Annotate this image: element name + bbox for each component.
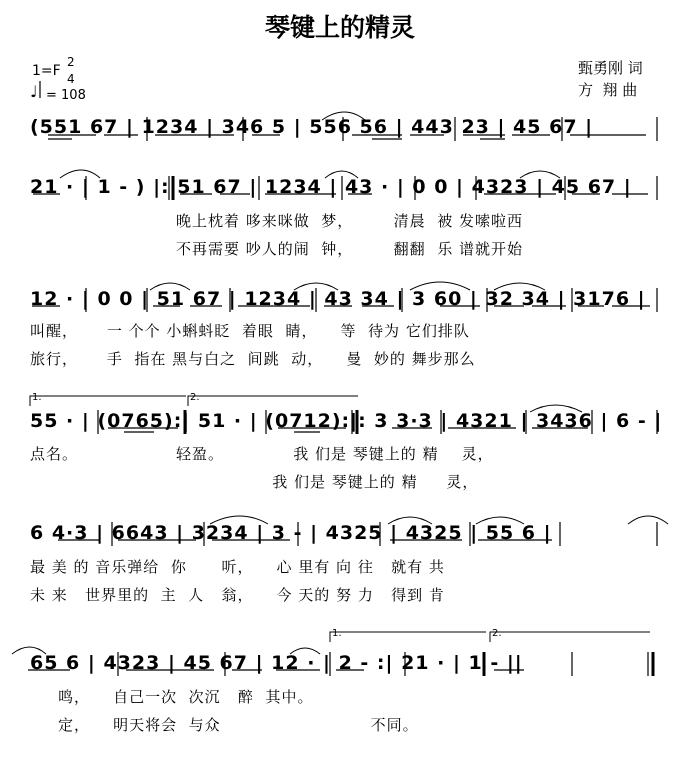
- notation-row-6: 65 6 | 4323 | 45 67 | 12 · | 2 - :| 21 · | 1 - ||: [30, 652, 523, 674]
- lyrics-row-4-verse-2: 我 们是 琴键上的 精 灵，: [30, 473, 479, 491]
- lyrics-row-3-verse-2: 旅行， 手 指在 黑与白之 间跳 动， 曼 妙的 舞步那么: [30, 350, 476, 368]
- notation-row-1: (551 67 | 1234 | 346 5 | 556 56 | 443 23 | 45 67 |: [30, 116, 594, 138]
- meter-denominator: 4: [67, 72, 75, 86]
- lyrics-row-6-verse-2: 定， 明天将会 与众 不同。: [58, 716, 419, 734]
- tempo-marking: = 108: [46, 88, 86, 103]
- notation-row-3: 12 · | 0 0 | 51 67 | 1234 | 43 34 | 3 60 | 32 34 | 3176 |: [30, 288, 646, 310]
- lyrics-row-3-verse-1: 叫醒， 一 个个 小蝌蚪眨 着眼 睛， 等 待为 它们排队: [30, 322, 470, 340]
- lyrics-row-2-verse-2: 不再需要 吵人的闹 钟， 翻翻 乐 谱就开始: [176, 240, 523, 258]
- notation-row-2: 21 · | 1 - ) |: 51 67 | 1234 | 43 · | 0 0 | 4323 | 45 67 |: [30, 176, 632, 198]
- volta-1-label: 1.: [32, 392, 42, 403]
- key-signature: 1=F: [32, 63, 61, 79]
- volta-1-label-end: 1.: [332, 628, 342, 639]
- volta-2-label-end: 2.: [492, 628, 502, 639]
- notation-row-5: 6 4·3 | 6643 | 3234 | 3 - | 4325 | 4325 | 55 6 |: [30, 522, 552, 544]
- lyrics-row-5-verse-1: 最 美 的 音乐弹给 你 听， 心 里有 向 往 就有 共: [30, 558, 445, 576]
- notation-row-4: 55 · | (0765):| 51 · | (0712):|: 3 3·3 | 4321 | 3436 | 6 - |: [30, 410, 663, 432]
- tempo-note-icon: ♩: [30, 82, 38, 101]
- lyrics-row-2-verse-1: 晚上枕着 哆来咪做 梦， 清晨 被 发嗦啦西: [176, 212, 523, 230]
- volta-2-label: 2.: [190, 392, 200, 403]
- song-title: 琴键上的精灵: [264, 13, 415, 42]
- lyrics-row-5-verse-2: 未 来 世界里的 主 人 翁， 今 天的 努 力 得到 肯: [30, 586, 445, 604]
- composer-credit: 方 翔 曲: [578, 81, 638, 99]
- meter-numerator: 2: [67, 55, 75, 69]
- lyricist-credit: 甄勇刚 词: [578, 59, 643, 77]
- lyrics-row-6-verse-1: 鸣， 自己一次 次沉 醉 其中。: [58, 688, 314, 706]
- lyrics-row-4-verse-1: 点名。 轻盈。 我 们是 琴键上的 精 灵，: [30, 445, 494, 463]
